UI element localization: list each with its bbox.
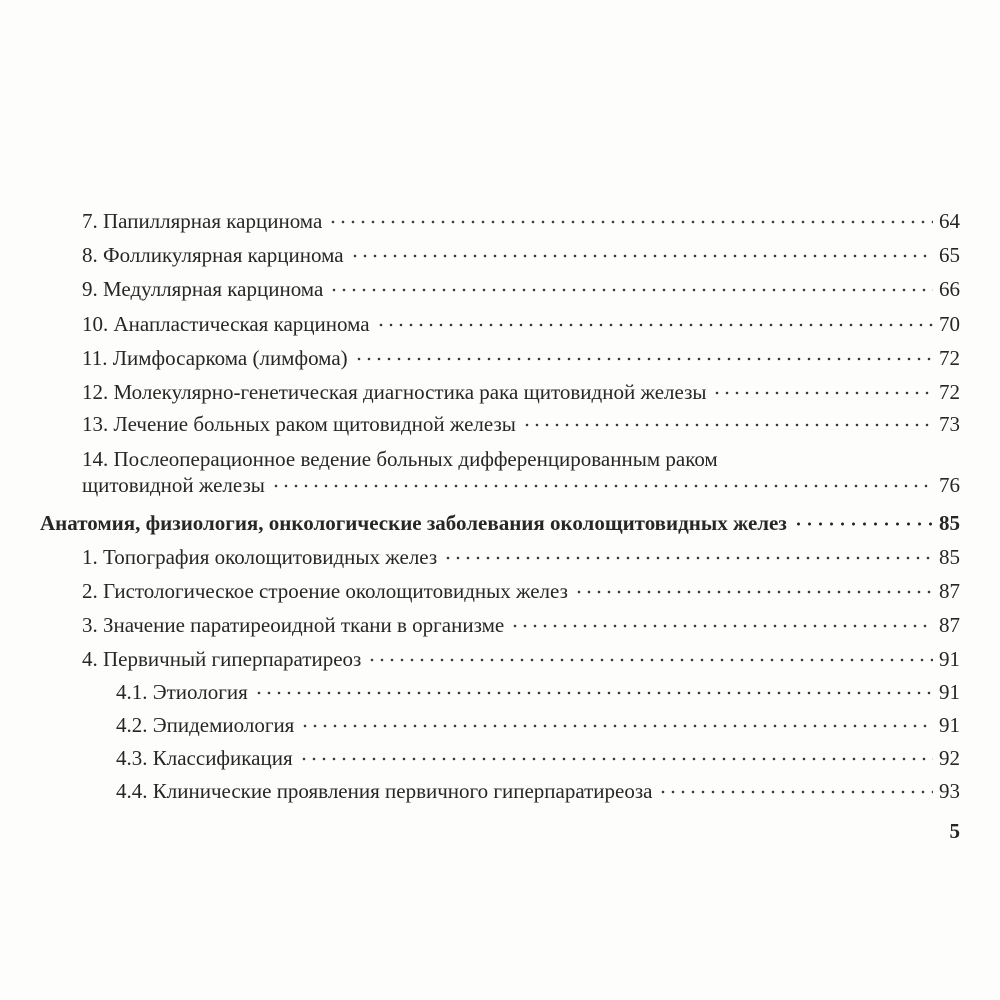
- toc-entry-title: 8. Фолликулярная карцинома: [82, 243, 344, 267]
- dot-leader: [299, 744, 933, 765]
- toc-entry-page: 72: [939, 380, 960, 404]
- toc-entry[interactable]: [82, 205, 960, 237]
- toc-entry-title: 4. Первичный гиперпаратиреоз: [82, 647, 362, 671]
- toc-entry-title-line1: 14. Послеоперационное ведение больных дифференцированным раком: [82, 447, 718, 471]
- dot-leader: [376, 310, 933, 331]
- toc-entry-title: 3. Значение паратиреоидной ткани в организме: [82, 613, 505, 637]
- toc-entry-page: 66: [939, 277, 960, 301]
- dot-leader: [522, 410, 933, 431]
- toc-entry-page: 70: [939, 312, 960, 336]
- dot-leader: [658, 777, 933, 798]
- toc-subentry-page: 91: [939, 680, 960, 704]
- dot-leader: [350, 241, 933, 262]
- toc-entry-page: 73: [939, 412, 960, 436]
- toc-entry-page: 76: [939, 473, 960, 497]
- toc-subentry[interactable]: [116, 775, 960, 807]
- toc-entry-title: 2. Гистологическое строение околощитовидных желез: [82, 579, 568, 603]
- toc-entry-title: щитовидной железы: [82, 473, 265, 497]
- toc-subentry-title: 4.2. Эпидемиология: [116, 713, 295, 737]
- toc-entry[interactable]: [82, 342, 960, 374]
- toc-entry-page: 72: [939, 346, 960, 370]
- toc-entry-title: 10. Анапластическая карцинома: [82, 312, 370, 336]
- toc-entry-page: 64: [939, 209, 960, 233]
- dot-leader: [510, 611, 933, 632]
- dot-leader: [367, 645, 933, 666]
- toc-entry[interactable]: [82, 376, 960, 408]
- dot-leader: [712, 378, 933, 399]
- toc-subentry-page: 92: [939, 746, 960, 770]
- dot-leader: [300, 711, 933, 732]
- toc-entry[interactable]: [82, 643, 960, 675]
- toc-subentry-page: 91: [939, 713, 960, 737]
- toc-subentry-title: 4.1. Этиология: [116, 680, 248, 704]
- toc-entry-page: 65: [939, 243, 960, 267]
- dot-leader: [271, 471, 933, 492]
- dot-leader: [254, 678, 933, 699]
- page-number: 5: [949, 819, 960, 843]
- toc-entry-page: 87: [939, 613, 960, 637]
- toc-subentry-title: 4.3. Классификация: [116, 746, 293, 770]
- toc-entry[interactable]: [82, 609, 960, 641]
- dot-leader: [443, 543, 933, 564]
- toc-entry[interactable]: [82, 239, 960, 271]
- toc-section-heading[interactable]: [40, 507, 960, 539]
- toc-entry-title: 1. Топография околощитовидных желез: [82, 545, 438, 569]
- dot-leader: [793, 509, 933, 530]
- toc-entry[interactable]: [82, 541, 960, 573]
- toc-entry[interactable]: [82, 575, 960, 607]
- toc-section-page: 85: [939, 511, 960, 535]
- dot-leader: [328, 207, 933, 228]
- toc-section-title: Анатомия, физиология, онкологические заболевания околощитовидных желез: [40, 511, 787, 535]
- toc-entry-page: 85: [939, 545, 960, 569]
- toc-entry[interactable]: [82, 408, 960, 440]
- toc-subentry[interactable]: [116, 709, 960, 741]
- toc-entry-title: 12. Молекулярно-генетическая диагностика рака щитовидной железы: [82, 380, 707, 404]
- toc-subentry-title: 4.4. Клинические проявления первичного гиперпаратиреоза: [116, 779, 653, 803]
- dot-leader: [354, 344, 933, 365]
- toc-entry-page: 87: [939, 579, 960, 603]
- dot-leader: [574, 577, 933, 598]
- toc-entry[interactable]: [82, 273, 960, 305]
- toc-entry[interactable]: [82, 308, 960, 340]
- toc-entry-title: 9. Медуллярная карцинома: [82, 277, 324, 301]
- toc-entry-page: 91: [939, 647, 960, 671]
- toc-subentry-page: 93: [939, 779, 960, 803]
- toc-entry-title: 7. Папиллярная карцинома: [82, 209, 323, 233]
- toc-entry[interactable]: [82, 469, 960, 501]
- toc-subentry[interactable]: [116, 676, 960, 708]
- toc-subentry[interactable]: [116, 742, 960, 774]
- dot-leader: [329, 275, 933, 296]
- toc-entry-title: 13. Лечение больных раком щитовидной железы: [82, 412, 516, 436]
- toc-entry-title: 11. Лимфосаркома (лимфома): [82, 346, 348, 370]
